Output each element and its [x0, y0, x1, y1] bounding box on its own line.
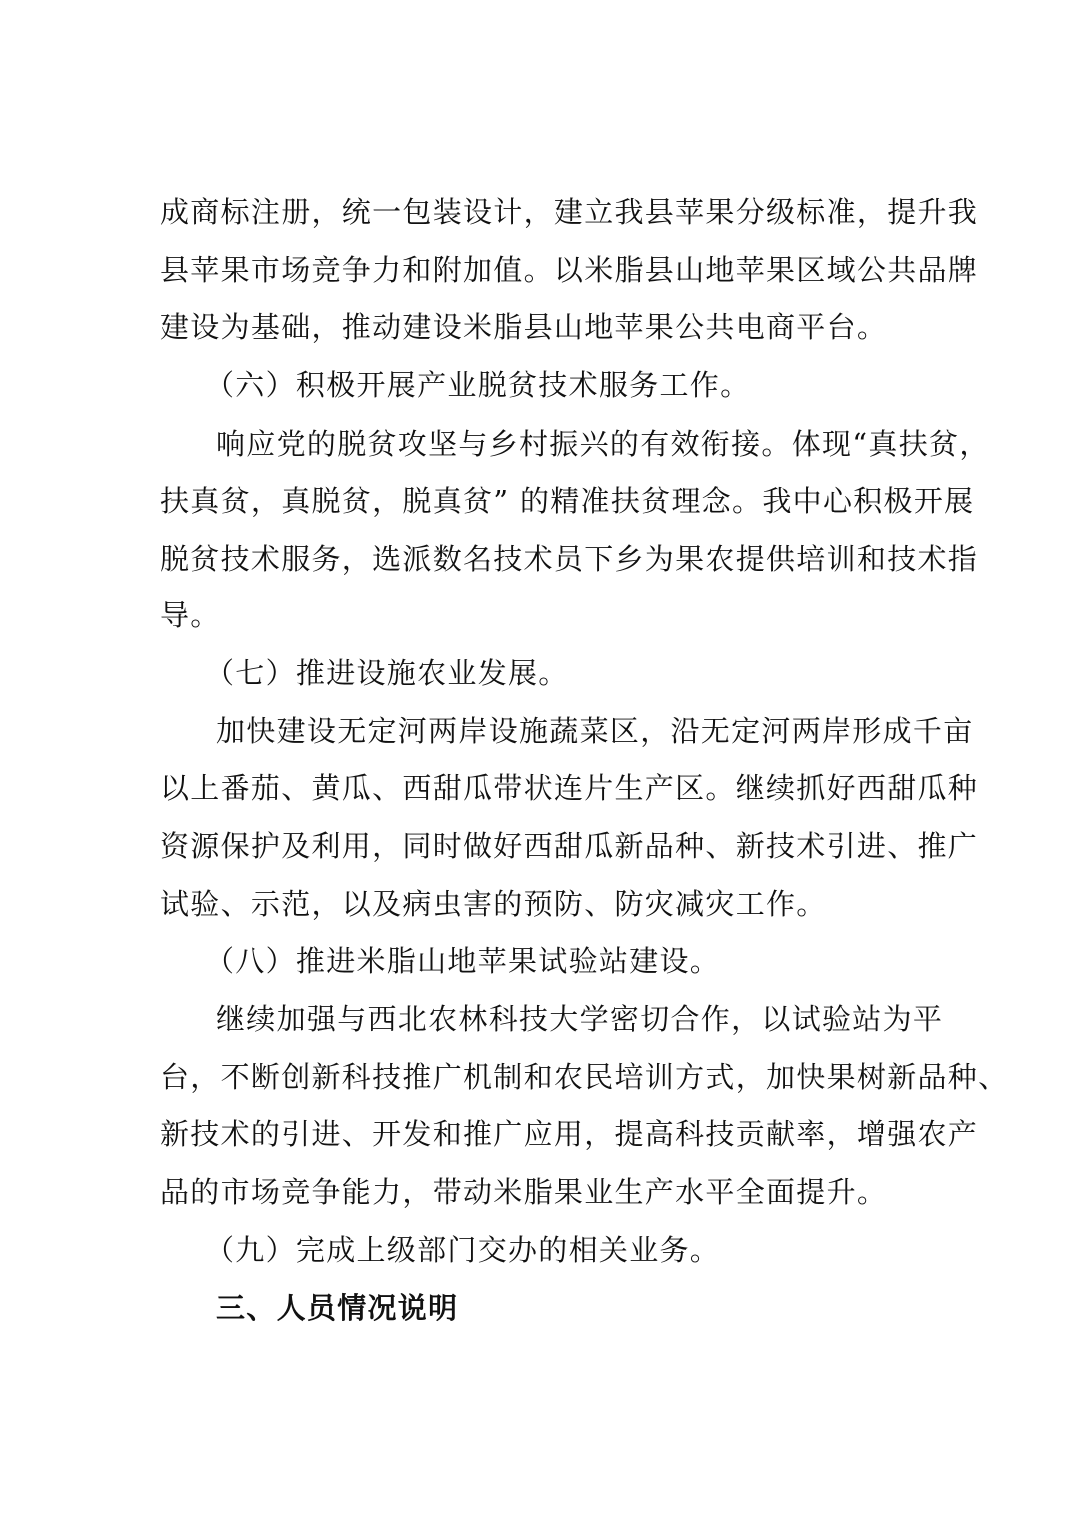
body-text-line: 扶真贫，真脱贫，脱真贫” 的精准扶贫理念。我中心积极开展: [160, 484, 975, 518]
body-text-line: 建设为基础，推动建设米脂县山地苹果公共电商平台。: [160, 310, 888, 344]
body-text-line: 继续加强与西北农林科技大学密切合作，以试验站为平: [216, 1002, 944, 1036]
body-text-line: 以上番茄、黄瓜、西甜瓜带状连片生产区。继续抓好西甜瓜种: [160, 771, 979, 805]
item-heading-7: （七）推进设施农业发展。: [205, 656, 569, 690]
body-text-line: 县苹果市场竞争力和附加值。以米脂县山地苹果区域公共品牌: [160, 253, 979, 287]
body-text-line: 资源保护及利用，同时做好西甜瓜新品种、新技术引进、推广: [160, 829, 979, 863]
body-text-line: 试验、示范，以及病虫害的预防、防灾减灾工作。: [160, 887, 827, 921]
body-text-line: 品的市场竞争能力，带动米脂果业生产水平全面提升。: [160, 1175, 888, 1209]
section-heading: 三、人员情况说明: [216, 1291, 459, 1325]
body-text-line: 加快建设无定河两岸设施蔬菜区，沿无定河两岸形成千亩: [216, 714, 974, 748]
item-heading-6: （六）积极开展产业脱贫技术服务工作。: [205, 368, 751, 402]
body-text-line: 响应党的脱贫攻坚与乡村振兴的有效衔接。体现“真扶贫，: [216, 427, 990, 461]
item-heading-9: （九）完成上级部门交办的相关业务。: [205, 1233, 721, 1267]
body-text-line: 脱贫技术服务，选派数名技术员下乡为果农提供培训和技术指: [160, 542, 979, 576]
body-text-line: 导。: [160, 598, 221, 632]
body-text-line: 新技术的引进、开发和推广应用，提高科技贡献率，增强农产: [160, 1117, 979, 1151]
body-text-line: 台，不断创新科技推广机制和农民培训方式，加快果树新品种、: [160, 1060, 1009, 1094]
body-text-line: 成商标注册，统一包装设计，建立我县苹果分级标准，提升我: [160, 195, 979, 229]
item-heading-8: （八）推进米脂山地苹果试验站建设。: [205, 944, 721, 978]
